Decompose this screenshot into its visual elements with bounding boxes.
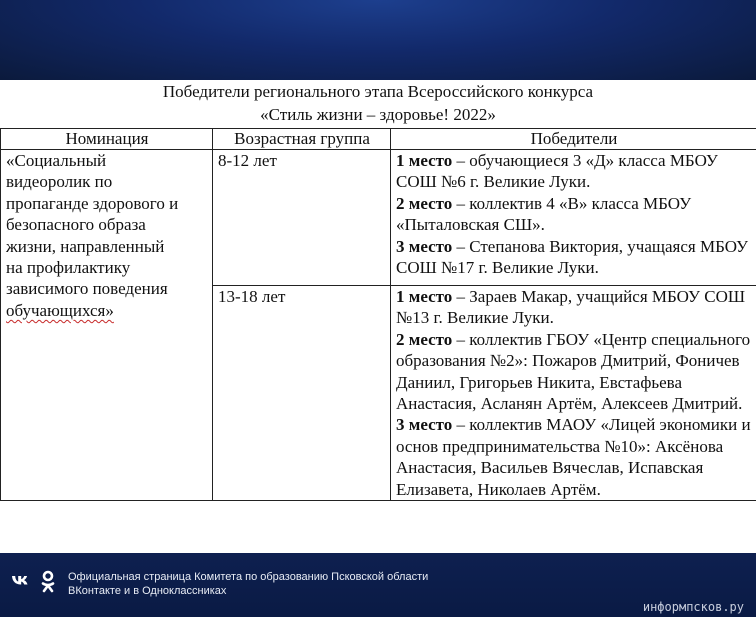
footer-text-line1: Официальная страница Комитета по образованию Псковской области — [68, 571, 429, 583]
age-group-cell: 8-12 лет — [213, 150, 391, 286]
winner-entry — [396, 329, 752, 415]
place-label: 1 место — [396, 151, 453, 170]
nomination-line: на профилактику — [6, 258, 131, 278]
nomination-cell — [1, 150, 213, 501]
nomination-line: пропаганде здорового и — [6, 193, 179, 213]
place-label: 3 место — [396, 415, 453, 435]
winner-text: – коллектив МАОУ «Лицей экономики и основ предпринимательства №10»: Аксёнова Анастасия, Васильев Вячеслав, Испавская Елизавета, Николаев Артём. — [396, 415, 751, 499]
site-watermark: информпсков.ру — [642, 600, 744, 614]
footer-bar — [0, 553, 756, 617]
column-header-winners: Победители — [391, 129, 756, 150]
document-title-line2: «Стиль жизни – здоровье! 2022» — [260, 105, 496, 124]
winners-cell — [391, 150, 756, 286]
winner-entry — [396, 193, 752, 236]
winner-text: – коллектив 4 «В» класса МБОУ «Пыталовская СШ». — [396, 193, 692, 235]
nomination-line: видеоролик по — [6, 172, 113, 192]
table-header-row — [1, 129, 756, 150]
table-row — [1, 150, 756, 286]
nomination-line: обучающихся» — [6, 300, 114, 320]
age-group-cell: 13-18 лет — [213, 286, 391, 501]
odnoklassniki-icon[interactable] — [40, 570, 56, 594]
nomination-line: зависимого поведения — [6, 279, 168, 299]
nomination-line: «Социальный — [6, 151, 107, 170]
document-title-line1: Победители регионального этапа Всероссийского конкурса — [162, 82, 594, 101]
footer-text-line2: ВКонтакте и в Одноклассниках — [68, 585, 227, 597]
winner-entry — [396, 414, 752, 500]
vk-icon[interactable] — [11, 575, 31, 589]
nomination-line: жизни, направленный — [6, 236, 165, 256]
winner-text: – коллектив ГБОУ «Центр специального образования №2»: Пожаров Дмитрий, Фоничев Даниил, Григорьев Никита, Евстафьева Анастасия, Асланян Артём, Алексеев Дмитрий. — [396, 329, 751, 414]
winner-entry — [396, 150, 752, 193]
nomination-line: безопасного образа — [6, 215, 146, 235]
winners-cell — [391, 286, 756, 501]
winner-text: – Зараев Макар, учащийся МБОУ СОШ №13 г. Великие Луки. — [396, 287, 746, 328]
winners-table — [0, 128, 756, 501]
document-image — [0, 80, 756, 553]
place-label: 1 место — [396, 287, 453, 306]
place-label: 2 место — [396, 193, 453, 213]
column-header-nomination: Номинация — [1, 129, 213, 150]
place-label: 3 место — [396, 236, 453, 256]
winner-entry — [396, 286, 752, 329]
column-header-age-group: Возрастная группа — [213, 129, 391, 150]
winner-text: – обучающиеся 3 «Д» класса МБОУ СОШ №6 г. Великие Луки. — [396, 151, 718, 192]
place-label: 2 место — [396, 329, 453, 349]
top-background-band — [0, 0, 756, 80]
winner-entry — [396, 236, 752, 279]
winner-text: – Степанова Виктория, учащаяся МБОУ СОШ №17 г. Великие Луки. — [396, 236, 749, 278]
